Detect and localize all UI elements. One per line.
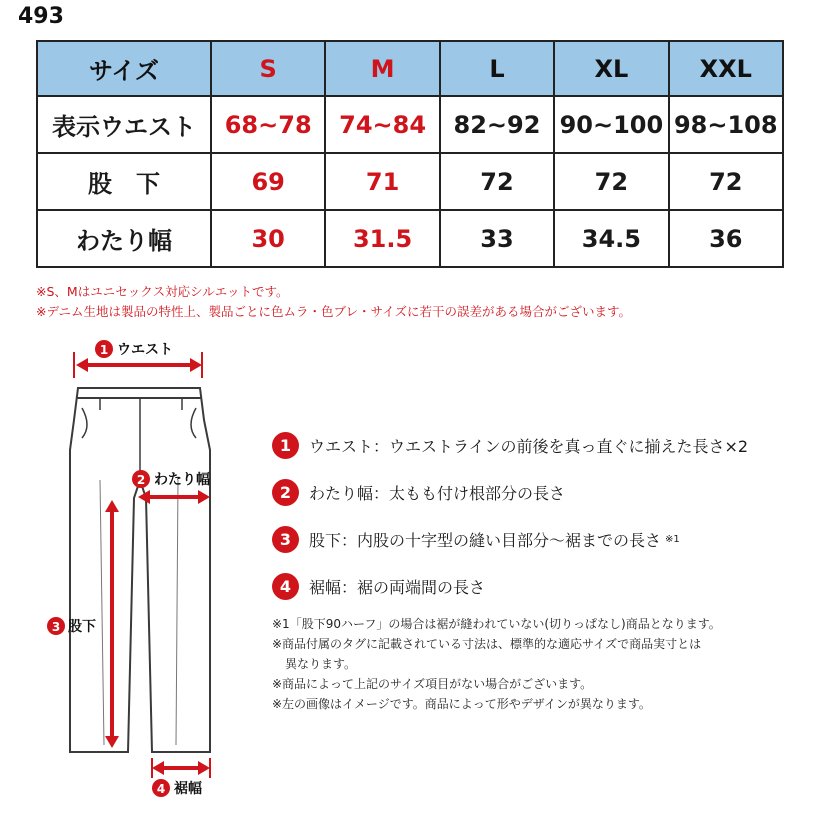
pants-outline xyxy=(70,388,210,752)
product-code: 493 xyxy=(18,4,64,29)
legend-number: 3 xyxy=(272,526,299,553)
header-cell: サイズ xyxy=(37,41,211,96)
bottom-notes xyxy=(272,614,721,714)
table-cell: 68~78 xyxy=(211,96,325,153)
legend-text: ウエスト：ウエストラインの前後を真っ直ぐに揃えた長さ×2 xyxy=(309,436,749,456)
thigh-arrow xyxy=(138,490,210,504)
svg-text:4: 4 xyxy=(156,782,166,796)
table-row xyxy=(37,153,783,210)
svg-text:ウエスト: ウエスト xyxy=(117,342,173,358)
table-cell: 98~108 xyxy=(669,96,783,153)
table-cell: 33 xyxy=(440,210,554,267)
hem-arrow xyxy=(152,758,210,778)
header-cell: M xyxy=(325,41,439,96)
table-cell: 72 xyxy=(669,153,783,210)
pants-diagram xyxy=(0,330,260,810)
note-line: ※商品によって上記のサイズ項目がない場合がございます。 xyxy=(272,677,593,691)
header-cell: S xyxy=(211,41,325,96)
top-notes xyxy=(36,282,631,322)
table-cell: 31.5 xyxy=(325,210,439,267)
table-row xyxy=(37,96,783,153)
legend-item xyxy=(272,524,748,554)
table-cell: 69 xyxy=(211,153,325,210)
waist-label xyxy=(95,340,173,358)
table-cell: 36 xyxy=(669,210,783,267)
measurement-legend xyxy=(272,430,748,618)
legend-item xyxy=(272,571,748,601)
svg-text:わたり幅: わたり幅 xyxy=(154,472,210,488)
svg-text:1: 1 xyxy=(99,343,109,357)
hem-label xyxy=(152,779,202,797)
note-line: ※商品付属のタグに記載されている寸法は、標準的な適応サイズで商品実寸とは xyxy=(272,637,702,651)
table-cell: 34.5 xyxy=(554,210,668,267)
table-cell: 30 xyxy=(211,210,325,267)
inseam-label xyxy=(47,617,96,635)
table-cell: 90~100 xyxy=(554,96,668,153)
svg-text:2: 2 xyxy=(136,473,146,487)
legend-item xyxy=(272,477,748,507)
note-line: ※左の画像はイメージです。商品によって形やデザインが異なります。 xyxy=(272,697,651,711)
legend-text: わたり幅：太もも付け根部分の長さ xyxy=(309,483,566,503)
table-cell: 74~84 xyxy=(325,96,439,153)
table-cell: 72 xyxy=(554,153,668,210)
note-line: ※1「股下90ハーフ」の場合は裾が縫われていない(切りっぱなし)商品となります。 xyxy=(272,617,721,631)
table-cell: 82~92 xyxy=(440,96,554,153)
legend-item xyxy=(272,430,748,460)
inseam-arrow xyxy=(105,500,119,748)
row-label: 表示ウエスト xyxy=(37,96,211,153)
legend-text: 裾幅：裾の両端間の長さ xyxy=(309,577,486,597)
row-label: 股 下 xyxy=(37,153,211,210)
svg-text:股下: 股下 xyxy=(68,619,96,635)
note-line: 異なります。 xyxy=(285,657,357,671)
header-cell: XXL xyxy=(669,41,783,96)
legend-text: 股下：内股の十字型の縫い目部分～裾までの長さ xyxy=(309,530,662,550)
table-row xyxy=(37,210,783,267)
thigh-label xyxy=(132,470,210,488)
header-cell: L xyxy=(440,41,554,96)
header-cell: XL xyxy=(554,41,668,96)
legend-note: ※1 xyxy=(665,533,680,545)
svg-text:3: 3 xyxy=(51,620,61,634)
legend-number: 4 xyxy=(272,573,299,600)
table-cell: 71 xyxy=(325,153,439,210)
note-line: ※S、Mはユニセックス対応シルエットです。 xyxy=(36,284,289,299)
svg-text:裾幅: 裾幅 xyxy=(174,781,202,797)
table-cell: 72 xyxy=(440,153,554,210)
note-line: ※デニム生地は製品の特性上、製品ごとに色ムラ・色ブレ・サイズに若干の誤差がある場合がございます。 xyxy=(36,304,631,319)
legend-number: 1 xyxy=(272,432,299,459)
table-header-row xyxy=(37,41,783,96)
row-label: わたり幅 xyxy=(37,210,211,267)
size-table xyxy=(36,40,784,268)
legend-number: 2 xyxy=(272,479,299,506)
